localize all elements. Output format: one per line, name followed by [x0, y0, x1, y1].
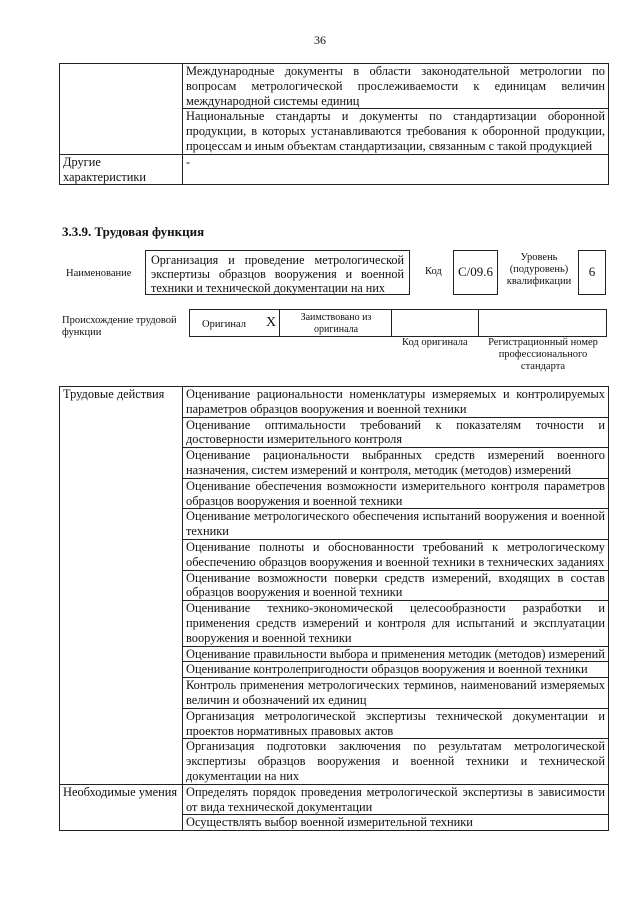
function-name: Организация и проведение метрологической экспертизы образцов вооружения и военной техники и технической документации на них: [151, 253, 404, 295]
row-item: Оценивание рациональности выбранных средств измерений военного назначения, систем измерений и контроля, методик (методов) измерений: [183, 448, 609, 479]
row-label: [60, 64, 183, 155]
row-item: Оценивание технико-экономической целесообразности разработки и применения средств измерений и контроля для испытаний и эксплуатации вооружения и военной техники: [183, 601, 609, 646]
level-box: [578, 250, 606, 295]
code-value: C/09.6: [457, 264, 494, 279]
row-item: Оценивание метрологического обеспечения испытаний вооружения и военной техники: [183, 509, 609, 540]
top-table: [59, 63, 609, 185]
row-item: Национальные стандарты и документы по стандартизации оборонной продукции, в которых устанавливаются требования к оборонной продукции, процессам и иным объектам стандартизации, связанным с такой продукцией: [183, 109, 609, 154]
function-name-box: [145, 250, 410, 295]
row-label: Трудовые действия: [60, 387, 183, 785]
row-item: Оценивание возможности поверки средств измерений, входящих в состав образцов вооружения и военной техники: [183, 570, 609, 601]
reg-number-label: Регистрационный номер профессионального стандарта: [488, 337, 598, 372]
row-item: Оценивание обеспечения возможности измерительного контроля параметров образцов вооружения и военной техники: [183, 478, 609, 509]
section-heading: 3.3.9. Трудовая функция: [62, 224, 205, 239]
table-row: [60, 784, 609, 815]
origin-boxes: [189, 309, 607, 337]
borrowed-label: Заимствовано из оригинала: [300, 312, 372, 335]
page-number: 36: [314, 33, 326, 47]
row-item: Контроль применения метрологических терминов, наименований измеряемых величин и обозначений их единиц: [183, 678, 609, 709]
row-item: Организация подготовки заключения по результатам метрологической экспертизы образцов вооружения и военной техники и технической документации на них: [183, 739, 609, 784]
table-row: [60, 154, 609, 185]
origin-label: Происхождение трудовой функции: [62, 315, 177, 338]
code-original-label: Код оригинала: [402, 337, 468, 348]
row-item: Организация метрологической экспертизы технической документации и проектов нормативных правовых актов: [183, 708, 609, 739]
row-label: Необходимые умения: [60, 784, 183, 830]
table-row: [60, 64, 609, 109]
row-item: Международные документы в области законодательной метрологии по вопросам метрологической прослеживаемости к единицам величин международной системы единиц: [183, 64, 609, 109]
row-label: Другие характеристики: [60, 154, 183, 185]
code-box: [453, 250, 498, 295]
row-item: Оценивание правильности выбора и применения методик (методов) измерений: [183, 646, 609, 662]
table-row: [60, 387, 609, 418]
row-item: Осуществлять выбор военной измерительной техники: [183, 815, 609, 831]
row-item: Оценивание рациональности номенклатуры измеряемых и контролируемых параметров образцов вооружения и военной техники: [183, 387, 609, 418]
level-value: 6: [588, 264, 596, 279]
level-label: Уровень (подуровень) квалификации: [506, 252, 572, 287]
row-item: Оценивание контролепригодности образцов вооружения и военной техники: [183, 662, 609, 678]
name-label: Наименование: [66, 268, 132, 279]
main-table: [59, 386, 609, 831]
original-mark: X: [266, 315, 277, 330]
row-item: Определять порядок проведения метрологической экспертизы в зависимости от вида технической документации: [183, 784, 609, 815]
row-item: Оценивание оптимальности требований к показателям точности и достоверности измерительного контроля: [183, 417, 609, 448]
row-item: Оценивание полноты и обоснованности требований к метрологическому обеспечению образцов вооружения и военной техники в технических заданиях: [183, 539, 609, 570]
code-label: Код: [425, 266, 442, 277]
row-item: -: [183, 154, 609, 185]
original-label: Оригинал: [202, 319, 246, 330]
